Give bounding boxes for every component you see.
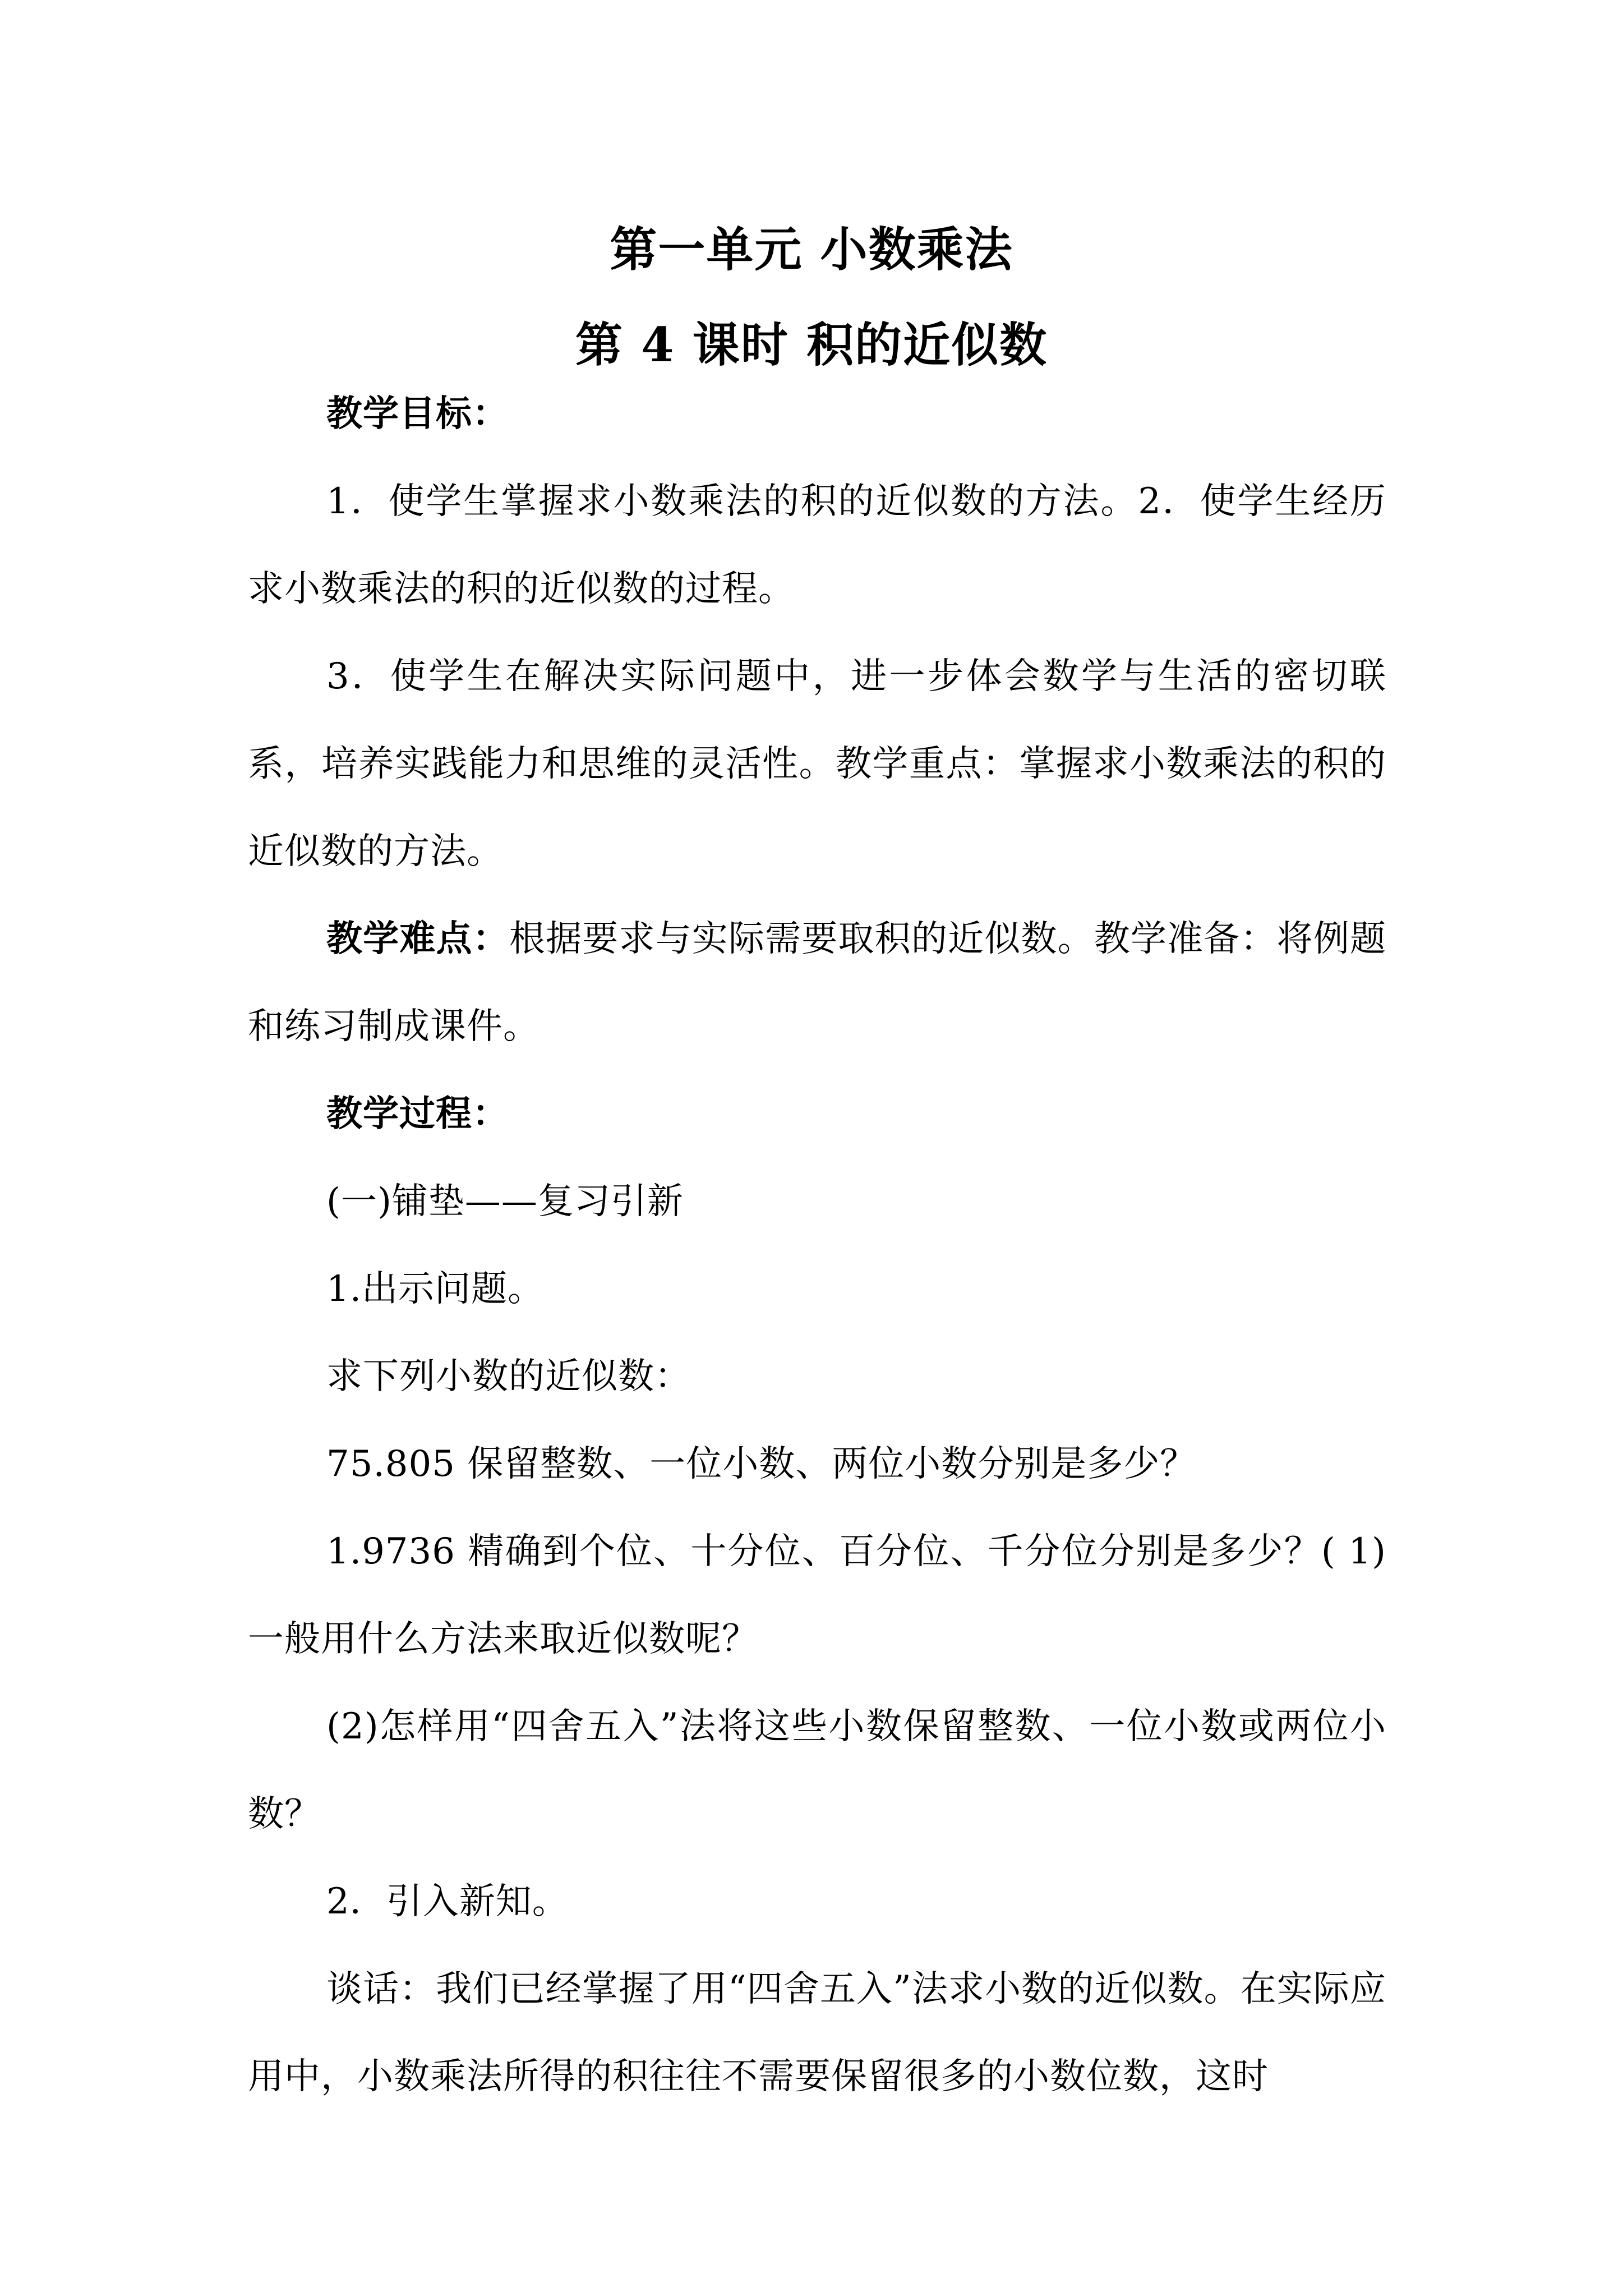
- paragraph-step-1: [248, 1245, 1386, 1333]
- paragraph-talk: [248, 1945, 1386, 2120]
- paragraph-text: 求下列小数的近似数：: [326, 1356, 691, 1397]
- unit-title: 第一单元 小数乘法: [610, 222, 1013, 277]
- paragraph-difficulty-and-preparation: [248, 895, 1386, 1070]
- paragraph-text: 根据要求与实际需要取积的近似数。教学准备：将例题和练习制成课件。: [248, 918, 1387, 1047]
- lesson-title: 第 4 课时 积的近似数: [575, 317, 1048, 372]
- paragraph-step-2: [248, 1858, 1386, 1945]
- paragraph-text: (2)怎样用“四舍五入”法将这些小数保留整数、一位小数或两位小数？: [248, 1706, 1386, 1835]
- document-body: [248, 370, 1386, 2120]
- title-block: [0, 202, 1623, 393]
- paragraph-text: 75.805 保留整数、一位小数、两位小数分别是多少？: [326, 1443, 1197, 1485]
- paragraph-text: 教学目标：: [326, 393, 509, 435]
- paragraph-question-75805: [248, 1420, 1386, 1508]
- paragraph-text: 3．使学生在解决实际问题中，进一步体会数学与生活的密切联系，培养实践能力和思维的灵活性。教学重点：掌握求小数乘法的积的近似数的方法。: [248, 656, 1386, 872]
- paragraph-question-rounding: [248, 1683, 1386, 1858]
- paragraph-objectives-heading: [248, 370, 1386, 458]
- paragraph-objective-3-and-key-point: [248, 633, 1386, 895]
- paragraph-objective-1-2: [248, 458, 1386, 633]
- paragraph-text: (一)铺垫——复习引新: [326, 1181, 684, 1222]
- paragraph-section-1-heading: [248, 1158, 1386, 1245]
- paragraph-text: 1.出示问题。: [326, 1268, 545, 1310]
- paragraph-text: 教学过程：: [326, 1093, 509, 1135]
- paragraph-text: 1．使学生掌握求小数乘法的积的近似数的方法。2．使学生经历求小数乘法的积的近似数的过程。: [248, 481, 1386, 610]
- paragraph-text: 谈话：我们已经掌握了用“四舍五入”法求小数的近似数。在实际应用中，小数乘法所得的积往往不需要保留很多的小数位数，这时: [248, 1968, 1386, 2097]
- paragraph-question-intro: [248, 1333, 1386, 1420]
- paragraph-process-heading: [248, 1070, 1386, 1158]
- paragraph-text: 1.9736 精确到个位、十分位、百分位、千分位分别是多少？( 1)一般用什么方法来取近似数呢？: [248, 1531, 1386, 1660]
- paragraph-bold-lead: 教学难点：: [326, 918, 509, 960]
- paragraph-text: 2．引入新知。: [326, 1881, 569, 1922]
- paragraph-question-19736: [248, 1508, 1386, 1683]
